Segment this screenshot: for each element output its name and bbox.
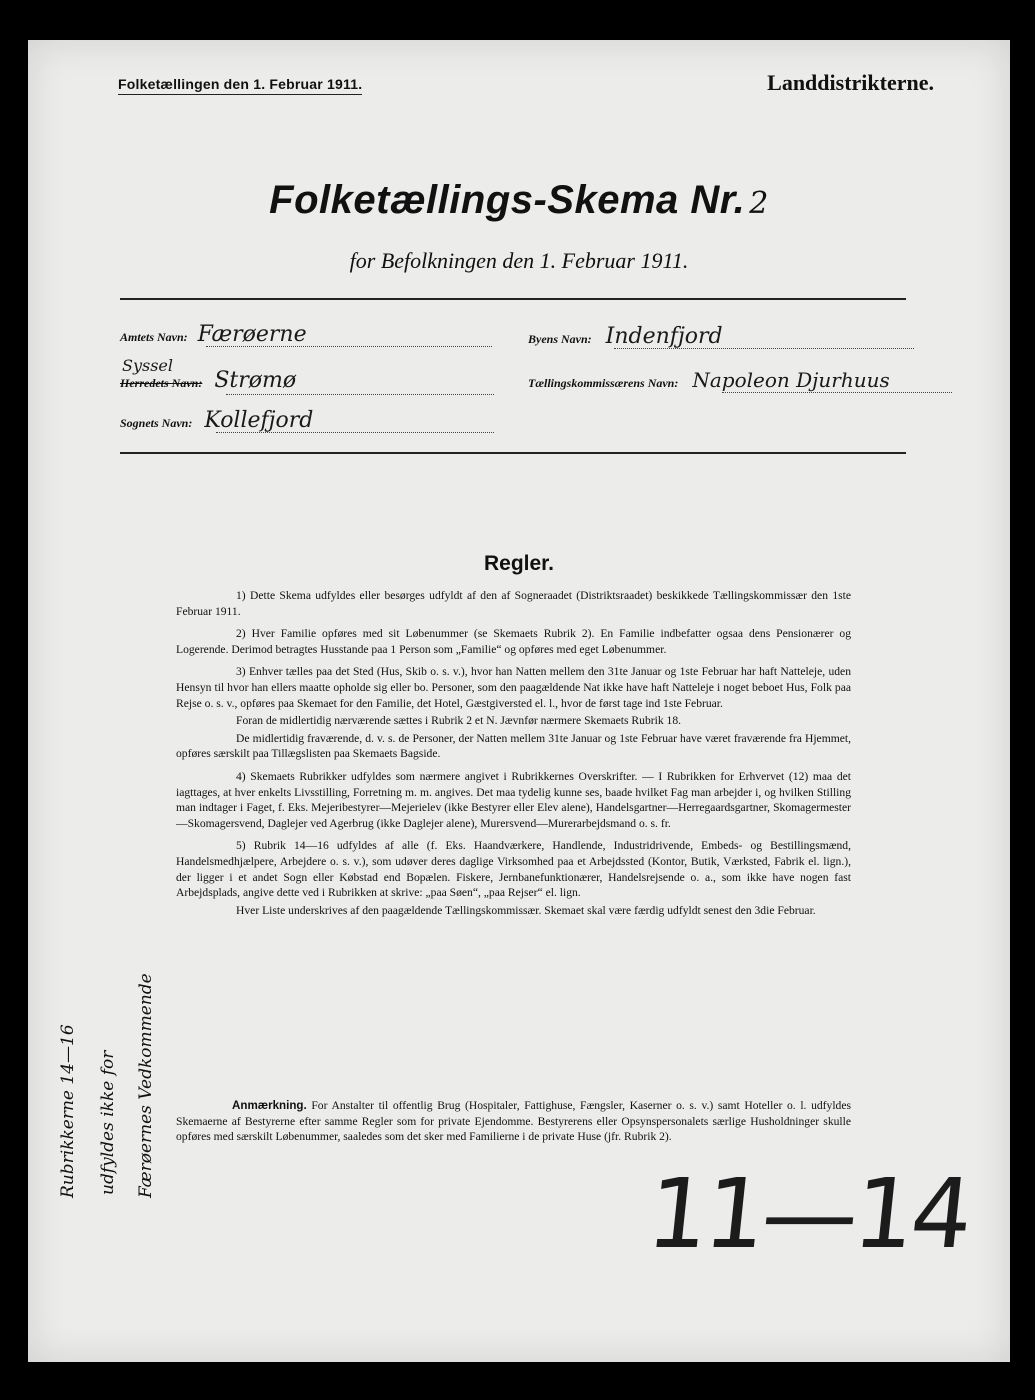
rule-3: 3) Enhver tælles paa det Sted (Hus, Skib o. s. v.), hvor han Natten mellem den 31te Januar og 1ste Februar har haft Natteleje, uden Hensyn til hvor han ellers maatte opholde sig eller bo. Personer, som den paagældende Nat ikke have haft Natteleje i noget beboet Hus, Folk paa Rejse o. s. v., opføres paa Skemaet for den Familie, det Hotel, Gæstgiversted el. l., hvor de først tage ind 1ste Februar.	[176, 665, 851, 710]
divider-top	[120, 298, 906, 300]
rules-body	[176, 588, 851, 925]
district-type-header: Landdistrikterne.	[767, 70, 934, 95]
rule-5-signature: Hver Liste underskrives af den paagældende Tællingskommissær. Skemaet skal være færdig udfyldt senest den 3die Februar.	[236, 903, 816, 917]
rule-2: 2) Hver Familie opføres med sit Løbenummer (se Skemaets Rubrik 2). En Familie indbefatter ogsaa dens Pensionærer og Logerende. Derimod betragtes Husstande paa 1 Person som „Familie“ og opføres med eget Løbenummer.	[176, 627, 851, 656]
rule-4: 4) Skemaets Rubrikker udfyldes som nærmere angivet i Rubrikkernes Overskrifter. — I Rubrikken for Erhvervet (12) maa det iagttages, at hver enkelts Livsstilling, Forretning m. m. angives. Det maa tydelig kunne ses, baade hvilket Fag man arbejder i, og hvilken Stilling man indtager i Faget, f. Eks. Mejeribestyrer—Mejerielev (ikke Bestyrer eller Elev alene), Handelsgartner—Herregaardsgartner, Skomagermester—Skomagersvend, Daglejer ved Agerbrug (ikke Daglejer alene), Murersvend—Murerarbejdsmand o. s. fr.	[176, 769, 851, 830]
form-number-handwritten: 2	[749, 186, 769, 221]
rule-5: 5) Rubrik 14—16 udfyldes af alle (f. Eks. Haandværkere, Handlende, Industridrivende, Embeds- og Bestillingsmænd, Handelsmedhjælpere, Arbejdere o. s. v.), som udøver deres daglige Virksomhed paa et Arbejdssted (Kontor, Butik, Værksted, Fabrik el. lign.), der ligger i et andet Sogn eller Købstad end Bopælen. Fiskere, Jernbanefunktionærer, Handelsrejsende o. a., som ikke have nogen fast Arbejdsplads, angive dette ved i Rubrikken at skrive: „paa Søen“, „paa Rejser“ el. lign.	[176, 839, 851, 900]
rule-3-fraværende: De midlertidig fraværende, d. v. s. de Personer, der Natten mellem 31te Januar og 1ste Februar have været fraværende fra Hjemmet, opføres særskilt paa Tillægslisten paa Skemaets Bagside.	[176, 731, 851, 761]
by-underline	[614, 326, 914, 349]
herred-label: Herredets Navn:	[120, 376, 203, 390]
margin-note-line-1: Rubrikkerne 14—16	[58, 1024, 78, 1198]
by-value: Indenfjord	[605, 324, 723, 349]
form-subtitle: for Befolkningen den 1. Februar 1911.	[349, 248, 689, 273]
sogn-value: Kollefjord	[204, 408, 314, 433]
rules-heading: Regler.	[483, 552, 555, 575]
sogn-underline	[216, 410, 494, 433]
anmaerkning-text: For Anstalter til offentlig Brug (Hospitaler, Fattighuse, Fængsler, Kaserner o. s. v.) samt Hoteller o. l. udfyldes Skemaerne af Bestyrerne efter samme Regler som for private Ejendomme. Bestyrerens eller Opsynspersonalets særlige Husholdninger skulle opføres med særskilt Løbenummer, saaledes som det sker med Familierne i de private Huse (jfr. Rubrik 2).	[176, 1099, 851, 1144]
census-form-page	[28, 40, 1010, 1362]
kommissaer-label: Tællingskommissærens Navn:	[528, 376, 679, 390]
herred-underline	[226, 372, 494, 395]
margin-note-line-2: udfyldes ikke for	[98, 1050, 118, 1195]
amt-value: Færøerne	[197, 322, 307, 347]
sogn-label: Sognets Navn:	[120, 416, 193, 430]
margin-note-line-3: Færøernes Vedkommende	[136, 973, 156, 1198]
rule-1: 1) Dette Skema udfyldes eller besørges udfyldt af den af Sogneraadet (Distriktsraadet) beskikkede Tællingskommissær den 1ste Februar 1911.	[176, 589, 851, 618]
form-title	[28, 178, 1010, 223]
kommissaer-underline	[722, 370, 952, 393]
herred-correction: Syssel	[122, 356, 174, 375]
by-label: Byens Navn:	[528, 332, 592, 346]
form-title-text: Folketællings-Skema Nr.	[269, 178, 746, 222]
anmaerkning-label: Anmærkning.	[232, 1099, 307, 1112]
handwritten-range-number: 11—14	[642, 1158, 975, 1270]
amt-underline	[206, 324, 492, 347]
amt-label: Amtets Navn:	[120, 330, 188, 344]
census-date-header: Folketællingen den 1. Februar 1911.	[118, 76, 362, 95]
kommissaer-value: Napoleon Djurhuus	[692, 368, 890, 392]
rule-3-nærværende: Foran de midlertidig nærværende sættes i Rubrik 2 et N. Jævnfør nærmere Skemaets Rubrik 18.	[236, 714, 682, 728]
herred-value: Strømø	[214, 368, 297, 393]
anmaerkning	[176, 1098, 851, 1145]
divider-bottom	[120, 452, 906, 454]
